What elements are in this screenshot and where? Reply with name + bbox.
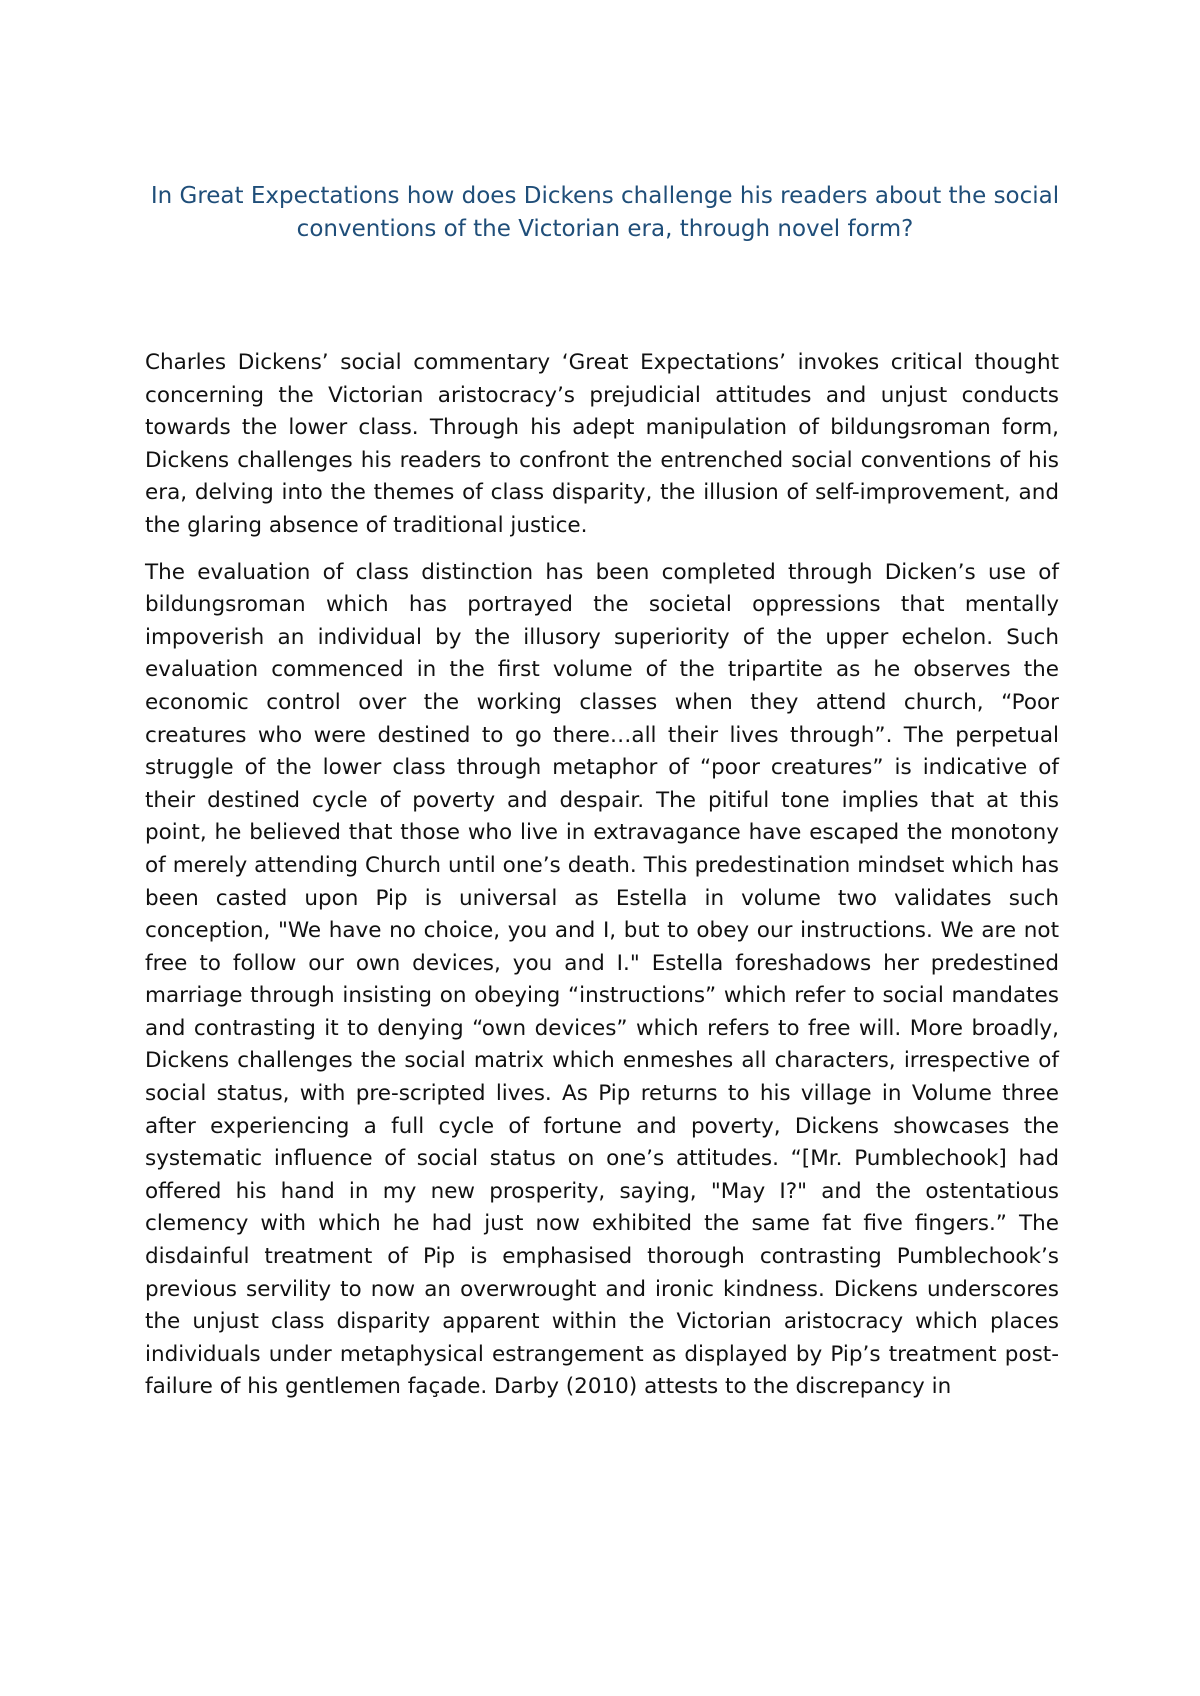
paragraph-class-distinction: The evaluation of class distinction has been completed through Dicken’s use of bildungsroman which has portrayed the societal oppressions that mentally impoverish an individual by the illusory superiority of the upper echelon. Such evaluation commenced in the first volume of the tripartite as he observes the economic control over the working classes when they attend church, “Poor creatures who were destined to go there…all their lives through”. The perpetual struggle of the lower class through metaphor of “poor creatures” is indicative of their destined cycle of poverty and despair. The pitiful tone implies that at this point, he believed that those who live in extravagance have escaped the monotony of merely attending Church until one’s death. This predestination mindset which has been casted upon Pip is universal as Estella in volume two validates such conception, "We have no choice, you and I, but to obey our instructions. We are not free to follow our own devices, you and I." Estella foreshadows her predestined marriage through insisting on obeying “instructions” which refer to social mandates and contrasting it to denying “own devices” which refers to free will. More broadly, Dickens challenges the social matrix which enmeshes all characters, irrespective of social status, with pre-scripted lives. As Pip returns to his village in Volume three after experiencing a full cycle of fortune and poverty, Dickens showcases the systematic influence of social status on one’s attitudes. “[Mr. Pumblechook] had offered his hand in my new prosperity, saying, "May I?" and the ostentatious clemency with which he had just now exhibited the same fat five fingers.” The disdainful treatment of Pip is emphasised thorough contrasting Pumblechook’s previous servility to now an overwrought and ironic kindness. Dickens underscores the unjust class disparity apparent within the Victorian aristocracy which places individuals under metaphysical estrangement as displayed by Pip’s treatment post-failure of his gentlemen façade. Darby (2010) attests to the discrepancy in	[145, 559, 1059, 1400]
paragraph-introduction: Charles Dickens’ social commentary ‘Great Expectations’ invokes critical thought concerning the Victorian aristocracy’s prejudicial attitudes and unjust conducts towards the lower class. Through his adept manipulation of bildungsroman form, Dickens challenges his readers to confront the entrenched social conventions of his era, delving into the themes of class disparity, the illusion of self-improvement, and the glaring absence of traditional justice.	[145, 350, 1059, 538]
document-title: In Great Expectations how does Dickens challenge his readers about the social conventions of the Victorian era, through novel form?	[150, 183, 1060, 242]
document-body	[145, 347, 1059, 1418]
